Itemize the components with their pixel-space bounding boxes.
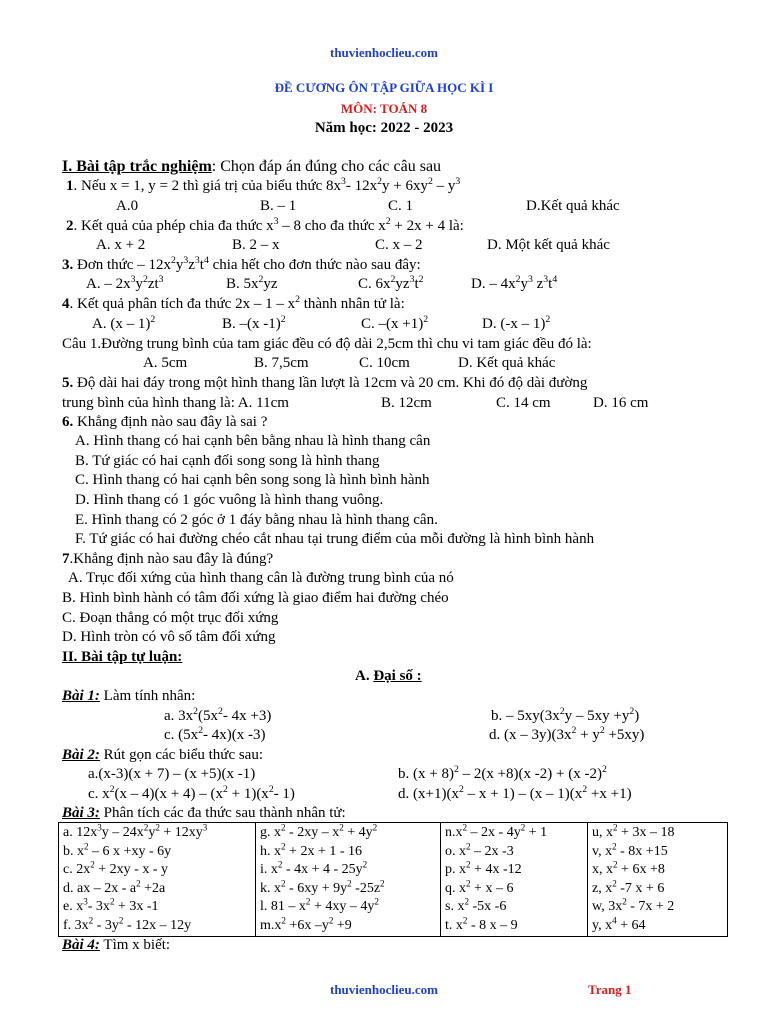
q5-option-c: C. 14 cm — [496, 395, 551, 411]
q6-option-a: A. Hình thang có hai cạnh bên bằng nhau là hình thang cân — [75, 433, 431, 449]
q5-option-d: D. 16 cm — [593, 395, 649, 411]
list-item: q. $x^2 + x - 6$ — [445, 877, 514, 896]
bai1-text: Làm tính nhân: — [99, 688, 196, 704]
bai1-item-b: b. – $5xy(3x^2y - 5xy +y^2)$ — [491, 706, 640, 724]
q1-number: 1 — [66, 178, 74, 194]
q-extra-option-c: C. 10cm — [359, 355, 410, 371]
list-item: h. $x^2 + 2x + 1 - 16$ — [260, 840, 362, 859]
q2-stem: 2. Kết quả của phép chia đa thức $x^3 - 8$ cho đa thức $x^2 + 2x + 4$ là: — [66, 216, 464, 234]
q2-text: . Kết quả của phép chia đa thức x — [73, 218, 274, 234]
bai3-text: Phân tích các đa thức sau thành nhân tử: — [99, 805, 346, 821]
q7-option-c: C. Đoạn thẳng có một trục đối xứng — [62, 610, 279, 626]
q1-option-b: B. – 1 — [260, 198, 297, 214]
q4-option-d: D. (-x – 1)$^2$ — [482, 314, 551, 332]
bai2-item-b: b. $(x + 8)^2 - 2(x +8)(x$ -2) + (x -2)$^2$ — [398, 764, 607, 782]
q6-number: 6. — [62, 414, 74, 430]
q4-number: 4 — [62, 296, 70, 312]
section-a-label: A. — [355, 668, 374, 684]
bai2-item-c: c. $x^2(x - 4)(x + 4) - (x^2 + 1)(x^2-$ 1) — [88, 784, 295, 802]
q-extra-option-d: D. Kết quả khác — [458, 355, 556, 371]
part1-heading: I. Bài tập trắc nghiệm — [62, 158, 212, 175]
list-item: x, $x^2 + 6x +8$ — [592, 859, 665, 877]
bai2-item-d: d. $(x+1)(x^2 - x + 1) - (x - 1)(x^2 +x +1)$ — [398, 784, 632, 802]
q7-option-d: D. Hình tròn có vô số tâm đối xứng — [62, 629, 276, 645]
factor-col-1 — [59, 823, 256, 937]
q3-stem: 3. Đơn thức – $12x^2y^3z^3t^4$ chia hết cho đơn thức nào sau đây: — [62, 255, 421, 273]
list-item: v, $x^2 - 8x +15$ — [592, 840, 668, 859]
q4-stem: 4. Kết quả phân tích đa thức $2x - 1 - x^2$ thành nhân tử là: — [62, 294, 405, 312]
factor-col-2 — [256, 823, 441, 937]
q6-stem — [62, 414, 267, 431]
bai1-item-d: d. $(x - 3y)(3x^2 + y^2 +5xy)$ — [489, 725, 645, 743]
q3-option-b: B. $5x^2yz$ — [226, 274, 278, 292]
list-item: a. $12x^3y - 24x^2y^2 + 12xy^3$ — [63, 822, 208, 840]
q6-option-c: C. Hình thang có hai cạnh bên song song là hình bình hành — [75, 472, 430, 488]
q3-tail: chia hết cho đơn thức nào sau đây: — [208, 257, 421, 273]
q3-text: Đơn thức – 12x — [73, 257, 171, 273]
bai4-label: Bài 4: — [62, 937, 100, 953]
part1-instruction: : Chọn đáp án đúng cho các câu sau — [211, 158, 442, 175]
q6-option-b: B. Tứ giác có hai cạnh đối song song là hình thang — [75, 453, 380, 469]
list-item: c. $2x^2 + 2xy - x - y$ — [63, 859, 168, 877]
list-item: s. $x^2$ -5x -6 — [445, 896, 507, 914]
q5-option-b: B. 12cm — [381, 395, 432, 411]
q2-number: 2 — [66, 218, 74, 234]
list-item: e. $x^3-$ $3x^2 + 3x$ -1 — [63, 896, 159, 914]
q4-tail: thành nhân tử là: — [299, 296, 405, 312]
q4-option-a: A. (x – 1)$^2$ — [92, 314, 156, 332]
q1-option-a: A.0 — [116, 198, 139, 214]
q4-option-c: C. $-(x +1)^2$ — [361, 314, 429, 332]
factor-col-4 — [588, 823, 728, 937]
q1-option-c: C. 1 — [388, 198, 414, 214]
list-item: k. $x^2 - 6xy + 9y^2$ $-25z^2$ — [260, 877, 385, 896]
list-item: u, $x^2 + 3x - 18$ — [592, 822, 675, 840]
title-line1: ĐỀ CƯƠNG ÔN TẬP GIỮA HỌC KÌ I — [274, 80, 494, 95]
q2-option-c: C. x – 2 — [375, 237, 423, 253]
q2-option-b: B. 2 – x — [232, 237, 280, 253]
list-item: l. $81 - x^2 + 4xy - 4y^2$ — [260, 896, 379, 914]
q6-text: Khẳng định nào sau đây là sai ? — [73, 414, 268, 430]
page-number: Trang 1 — [588, 982, 632, 997]
factor-table — [58, 822, 728, 937]
factor-col-3 — [441, 823, 588, 937]
q6-option-f: F. Tứ giác có hai đường chéo cắt nhau tại trung điểm của mỗi đường là hình bình hành — [75, 531, 595, 547]
bai2-heading — [62, 747, 263, 764]
bai2-text: Rút gọn các biểu thức sau: — [99, 747, 264, 763]
list-item: $m.x^2 +6x$ $-y^2 +9$ — [260, 914, 352, 933]
q7-option-a: A. Trục đối xứng của hình thang cân là đường trung bình của nó — [68, 570, 454, 586]
q7-option-b: B. Hình bình hành có tâm đối xứng là giao điểm hai đường chéo — [62, 590, 449, 606]
list-item: d. ax – $2x - a^2 +2a$ — [63, 877, 166, 896]
bai1-item-a: a. $3x^2(5x^2-$ 4x +3) — [164, 706, 272, 724]
bai1-heading — [62, 688, 195, 705]
q6-option-e: E. Hình thang có 2 góc ở 1 đáy bằng nhau là hình thang cân. — [75, 512, 438, 528]
list-item: w, $3x^2 - 7x + 2$ — [592, 896, 675, 914]
q3-option-a: A. – $2x^3y^2zt^3$ — [86, 274, 164, 292]
bai3-heading — [62, 805, 346, 822]
q2-option-a: A. x + 2 — [96, 237, 146, 253]
title-line3: Năm học: 2022 - 2023 — [314, 120, 454, 136]
footer-site: thuvienhoclieu.com — [330, 982, 438, 997]
q1-text: . Nếu x = 1, y = 2 thì giá trị của biểu thức 8x — [73, 178, 341, 194]
q1-stem: 1. Nếu x = 1, y = 2 thì giá trị của biểu thức $8x^3-$ $12x^2y + 6xy^2 - y^3$ — [66, 176, 461, 194]
q7-stem — [62, 551, 273, 568]
part1-heading-line — [62, 158, 441, 176]
list-item: i. $x^2 - 4x + 4 - 25y^2$ — [260, 859, 368, 877]
q5-stem-line2: trung bình của hình thang là: A. 11cm — [62, 395, 289, 411]
table-row — [59, 823, 728, 937]
q-extra-option-a: A. 5cm — [143, 355, 188, 371]
q3-number: 3. — [62, 257, 74, 273]
bai3-label: Bài 3: — [62, 805, 100, 821]
section-a-title: Đại số : — [373, 668, 422, 684]
list-item: b. $x^2 - 6$ x +xy - 6y — [63, 840, 172, 859]
bai1-label: Bài 1: — [62, 688, 100, 704]
list-item: t. $x^2 - 8$ x – 9 — [445, 914, 518, 933]
bai2-item-a: a.(x-3)(x + 7) – (x +5)(x -1) — [88, 766, 256, 782]
list-item: p. $x^2 + 4x$ -12 — [445, 859, 522, 877]
q5-stem — [62, 375, 587, 392]
q7-number: 7 — [62, 551, 70, 567]
q5-text: Độ dài hai đáy trong một hình thang lần lượt là 12cm và 20 cm. Khi đó độ dài đường — [73, 375, 588, 391]
q6-option-d: D. Hình thang có 1 góc vuông là hình thang vuông. — [75, 492, 384, 508]
q-extra-option-b: B. 7,5cm — [254, 355, 309, 371]
list-item: y, $x^4 + 64$ — [592, 914, 646, 933]
list-item: f. $3x^2 - 3y^2 - 12x - 12y$ — [63, 914, 192, 933]
q5-number: 5. — [62, 375, 74, 391]
q7-text: .Khẳng định nào sau đây là đúng? — [69, 551, 274, 567]
q4-text: . Kết quả phân tích đa thức 2x – 1 – x — [69, 296, 296, 312]
bai4-heading — [62, 937, 170, 954]
part2-heading: II. Bài tập tự luận: — [62, 649, 183, 665]
bai1-item-c: c. ($5x^2-$ 4x)(x -3) — [164, 725, 266, 743]
section-a-heading — [355, 668, 422, 685]
q3-option-d: D. – $4x^2y^3$ $z^3t^4$ — [471, 274, 558, 292]
list-item: g. $x^2 - 2xy - x^2 + 4y^2$ — [260, 822, 378, 840]
q1-option-d: D.Kết quả khác — [526, 198, 620, 214]
title-line2: MÔN: TOÁN 8 — [340, 101, 428, 116]
bai2-label: Bài 2: — [62, 747, 100, 763]
q4-option-b: B. –(x -1)$^2$ — [222, 314, 286, 332]
q2-option-d: D. Một kết quả khác — [487, 237, 610, 253]
list-item: z, $x^2$ -7 x + 6 — [592, 877, 665, 896]
q3-option-c: C. $6x^2yz^3t^2$ — [358, 274, 424, 292]
q-extra-stem: Câu 1.Đường trung bình của tam giác đều có độ dài 2,5cm thì chu vi tam giác đều đó là: — [62, 336, 592, 352]
list-item: $n.x^2 - 2x - 4y^2 + 1$ — [445, 822, 548, 840]
bai4-text: Tìm x biết: — [99, 937, 171, 953]
list-item: o. $x^2 - 2x$ -3 — [445, 840, 514, 859]
header-site: thuvienhoclieu.com — [330, 45, 438, 60]
